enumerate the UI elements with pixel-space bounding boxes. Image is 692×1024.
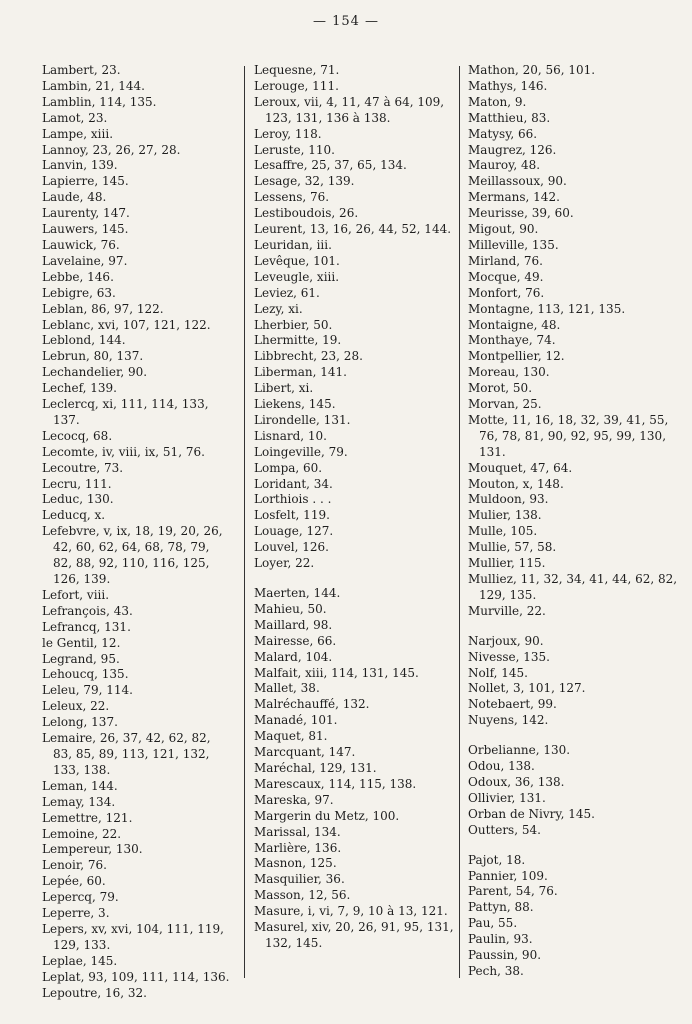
index-entry: Lambin, 21, 144. xyxy=(42,78,145,93)
index-entry: Narjoux, 90. xyxy=(468,633,544,648)
index-entry: Lanvin, 139. xyxy=(42,158,118,173)
index-entry: Lessens, 76. xyxy=(254,190,330,205)
index-entry: Lestiboudois, 26. xyxy=(254,206,359,221)
index-entry: Milleville, 135. xyxy=(468,237,559,252)
index-entry: Lepers, xv, xvi, 104, 111, 119, 129, 133. xyxy=(42,921,224,952)
index-entry: Lannoy, 23, 26, 27, 28. xyxy=(42,142,181,157)
index-entry: Malréchauffé, 132. xyxy=(254,697,370,712)
index-entry: Leleux, 22. xyxy=(42,699,110,714)
index-entry: Lecru, 111. xyxy=(42,476,112,491)
index-entry: Masurel, xiv, 20, 26, 91, 95, 131, 132, 145. xyxy=(254,920,454,950)
index-entry: Leblanc, xvi, 107, 121, 122. xyxy=(42,317,211,332)
index-entry: Leurent, 13, 16, 26, 44, 52, 144. xyxy=(254,222,452,237)
index-entry: Mocque, 49. xyxy=(468,269,544,284)
index-entry: Lefrancq, 131. xyxy=(42,619,131,634)
index-entry: Lirondelle, 131. xyxy=(254,412,351,427)
index-entry: Maugrez, 126. xyxy=(468,142,557,157)
index-entry: Lepoutre, 16, 32. xyxy=(42,985,147,1000)
index-entry: Orban de Nivry, 145. xyxy=(468,806,595,821)
index-entry: Matysy, 66. xyxy=(468,126,538,141)
index-entry: Libbrecht, 23, 28. xyxy=(254,349,363,364)
index-entry: Morvan, 25. xyxy=(468,397,542,412)
index-entry: Motte, 11, 16, 18, 32, 39, 41, 55, 76, 78, 81, 90, 92, 95, 99, 130, 131. xyxy=(468,412,669,459)
index-entry: Levêque, 101. xyxy=(254,253,340,268)
index-entry: Moreau, 130. xyxy=(468,365,550,380)
index-entry: Maerten, 144. xyxy=(254,586,341,600)
index-entry: Mallet, 38. xyxy=(254,681,320,696)
index-entry: Outters, 54. xyxy=(468,822,541,837)
index-entry: Lambert, 23. xyxy=(42,63,121,77)
index-entry: Lequesne, 71. xyxy=(254,63,340,77)
index-entry: Matthieu, 83. xyxy=(468,110,551,125)
index-entry: Pattyn, 88. xyxy=(468,900,534,915)
index-entry: Laude, 48. xyxy=(42,190,107,205)
index-entry: Losfelt, 119. xyxy=(254,508,330,523)
index-entry: Mahieu, 50. xyxy=(254,601,327,616)
index-entry: Mouton, x, 148. xyxy=(468,476,564,491)
index-entry: Lezy, xi. xyxy=(254,301,303,316)
index-entry: Lamot, 23. xyxy=(42,110,108,125)
index-entry: Meurisse, 39, 60. xyxy=(468,206,574,221)
index-entry: Lechandelier, 90. xyxy=(42,365,148,380)
index-entry: Lemaire, 26, 37, 42, 62, 82, 83, 85, 89, 113, 121, 132, 133, 138. xyxy=(42,731,211,777)
index-entry: Marcquant, 147. xyxy=(254,745,356,760)
index-entry: le Gentil, 12. xyxy=(42,635,121,650)
index-entry: Mirland, 76. xyxy=(468,253,543,268)
index-entry: Lauwers, 145. xyxy=(42,222,129,237)
index-entry: Lebrun, 80, 137. xyxy=(42,349,144,364)
index-entry: Mareska, 97. xyxy=(254,792,334,807)
index-entry: Lenoir, 76. xyxy=(42,858,107,873)
index-entry: Leplae, 145. xyxy=(42,953,118,968)
index-entry: Paulin, 93. xyxy=(468,932,533,947)
index-entry: Nolf, 145. xyxy=(468,665,528,680)
index-entry: Loyer, 22. xyxy=(254,556,315,571)
index-entry: Lefebvre, v, ix, 18, 19, 20, 26, 42, 60, 62, 64, 68, 78, 79, 82, 88, 92, 110, 116, 125, 126, 139. xyxy=(42,524,223,586)
index-entry: Lefort, viii. xyxy=(42,587,110,602)
index-entry: Lavelaine, 97. xyxy=(42,253,128,268)
page-number: — 154 — xyxy=(312,14,380,29)
index-entry: Lepée, 60. xyxy=(42,874,106,889)
index-entry: Marescaux, 114, 115, 138. xyxy=(254,776,417,791)
index-entry: Maillard, 98. xyxy=(254,617,333,632)
index-entry: Leveugle, xiii. xyxy=(254,269,340,284)
index-entry: Malard, 104. xyxy=(254,649,333,664)
index-entry: Manadé, 101. xyxy=(254,713,338,728)
index-entry: Nollet, 3, 101, 127. xyxy=(468,681,586,696)
index-entry: Leuridan, iii. xyxy=(254,237,332,252)
index-entry: Marissal, 134. xyxy=(254,824,341,839)
column-divider xyxy=(459,66,460,978)
index-entry: Leducq, x. xyxy=(42,508,106,523)
index-entry: Maquet, 81. xyxy=(254,729,328,744)
index-entry: Leperre, 3. xyxy=(42,906,110,921)
index-entry: Mulier, 138. xyxy=(468,508,542,523)
index-entry: Laurenty, 147. xyxy=(42,206,130,221)
index-entry: Lechef, 139. xyxy=(42,381,117,396)
index-entry: Lemay, 134. xyxy=(42,794,116,809)
index-entry: Lecomte, iv, viii, ix, 51, 76. xyxy=(42,444,205,459)
index-entry: Lapierre, 145. xyxy=(42,174,129,189)
index-entry: Lefrançois, 43. xyxy=(42,603,133,618)
index-entry: Lerouge, 111. xyxy=(254,78,339,93)
index-entry: Mairesse, 66. xyxy=(254,633,337,648)
index-entry: Leroux, vii, 4, 11, 47 à 64, 109, 123, 131, 136 à 138. xyxy=(254,94,445,125)
index-entry: Lamblin, 114, 135. xyxy=(42,94,157,109)
index-entry: Pau, 55. xyxy=(468,916,518,931)
index-entry: Odou, 138. xyxy=(468,759,535,774)
index-entry: Masnon, 125. xyxy=(254,856,337,871)
index-entry: Lebigre, 63. xyxy=(42,285,116,300)
index-entry: Leviez, 61. xyxy=(254,285,320,300)
index-entry: Orbelianne, 130. xyxy=(468,743,571,758)
index-entry: Leblan, 86, 97, 122. xyxy=(42,301,164,316)
index-entry: Louage, 127. xyxy=(254,524,334,539)
index-entry: Louvel, 126. xyxy=(254,540,329,555)
index-entry: Notebaert, 99. xyxy=(468,697,557,712)
index-entry: Masson, 12, 56. xyxy=(254,888,351,903)
index-entry: Libert, xi. xyxy=(254,381,314,396)
index-entry: Malfait, xiii, 114, 131, 145. xyxy=(254,665,419,680)
index-entry: Lampe, xiii. xyxy=(42,126,114,141)
index-entry: Lesage, 32, 139. xyxy=(254,174,355,189)
index-entry: Lompa, 60. xyxy=(254,460,323,475)
index-entry: Lisnard, 10. xyxy=(254,428,327,443)
index-entry: Leruste, 110. xyxy=(254,142,335,157)
index-entry: Lebbe, 146. xyxy=(42,269,114,284)
index-entry: Mouquet, 47, 64. xyxy=(468,460,573,475)
index-entry: Legrand, 95. xyxy=(42,651,120,666)
index-entry: Lemettre, 121. xyxy=(42,810,133,825)
index-entry: Lorthiois . . . xyxy=(254,492,332,507)
index-entry: Lelong, 137. xyxy=(42,715,118,730)
index-entry: Pech, 38. xyxy=(468,963,524,978)
index-entry: Lempereur, 130. xyxy=(42,842,143,857)
index-entry: Mathon, 20, 56, 101. xyxy=(468,63,596,77)
index-entry: Leplat, 93, 109, 111, 114, 136. xyxy=(42,969,230,984)
index-entry: Monthaye, 74. xyxy=(468,333,556,348)
index-entry: Leleu, 79, 114. xyxy=(42,683,133,698)
index-entry: Lecoutre, 73. xyxy=(42,460,124,475)
index-entry: Mermans, 142. xyxy=(468,190,560,205)
index-column-2 xyxy=(254,63,454,952)
index-entry: Montaigne, 48. xyxy=(468,317,561,332)
index-entry: Lauwick, 76. xyxy=(42,237,120,252)
index-entry: Leblond, 144. xyxy=(42,333,126,348)
index-entry: Meillassoux, 90. xyxy=(468,174,567,189)
index-entry: Lemoine, 22. xyxy=(42,826,122,841)
index-entry: Liekens, 145. xyxy=(254,397,336,412)
index-entry: Mulliez, 11, 32, 34, 41, 44, 62, 82, 129, 135. xyxy=(468,572,678,602)
index-entry: Pajot, 18. xyxy=(468,852,526,867)
index-entry: Lecocq, 68. xyxy=(42,428,113,443)
index-entry: Maréchal, 129, 131. xyxy=(254,760,377,775)
index-entry: Murville, 22. xyxy=(468,603,546,618)
index-entry: Leman, 144. xyxy=(42,778,118,793)
index-entry: Morot, 50. xyxy=(468,381,533,396)
index-entry: Odoux, 36, 138. xyxy=(468,774,565,789)
index-entry: Mathys, 146. xyxy=(468,78,548,93)
index-entry: Leclercq, xi, 111, 114, 133, 137. xyxy=(42,397,209,427)
index-entry: Masure, i, vi, 7, 9, 10 à 13, 121. xyxy=(254,904,448,919)
index-entry: Montagne, 113, 121, 135. xyxy=(468,301,626,316)
index-entry: Muldoon, 93. xyxy=(468,492,549,507)
index-entry: Lesaffre, 25, 37, 65, 134. xyxy=(254,158,407,173)
index-entry: Margerin du Metz, 100. xyxy=(254,808,400,823)
index-entry: Lhermitte, 19. xyxy=(254,333,342,348)
index-entry: Mulle, 105. xyxy=(468,524,538,539)
index-column-1 xyxy=(42,63,232,1001)
index-entry: Loingeville, 79. xyxy=(254,444,348,459)
index-entry: Paussin, 90. xyxy=(468,948,542,963)
index-entry: Leduc, 130. xyxy=(42,492,114,507)
index-entry: Lherbier, 50. xyxy=(254,317,333,332)
index-entry: Lepercq, 79. xyxy=(42,890,119,905)
index-entry: Masquilier, 36. xyxy=(254,872,345,887)
index-entry: Loridant, 34. xyxy=(254,476,333,491)
index-column-3 xyxy=(468,63,683,980)
index-entry: Mullier, 115. xyxy=(468,556,546,571)
index-entry: Nuyens, 142. xyxy=(468,713,549,728)
index-entry: Parent, 54, 76. xyxy=(468,884,558,899)
index-entry: Pannier, 109. xyxy=(468,868,548,883)
index-entry: Maton, 9. xyxy=(468,94,527,109)
index-entry: Marlière, 136. xyxy=(254,840,342,855)
index-entry: Lehoucq, 135. xyxy=(42,667,129,682)
index-entry: Mauroy, 48. xyxy=(468,158,541,173)
column-divider xyxy=(244,66,245,978)
index-entry: Nivesse, 135. xyxy=(468,649,550,664)
index-entry: Liberman, 141. xyxy=(254,365,347,380)
index-entry: Leroy, 118. xyxy=(254,126,322,141)
index-entry: Monfort, 76. xyxy=(468,285,545,300)
index-entry: Ollivier, 131. xyxy=(468,790,546,805)
index-entry: Migout, 90. xyxy=(468,222,539,237)
index-entry: Mullie, 57, 58. xyxy=(468,540,557,555)
index-entry: Montpellier, 12. xyxy=(468,349,565,364)
